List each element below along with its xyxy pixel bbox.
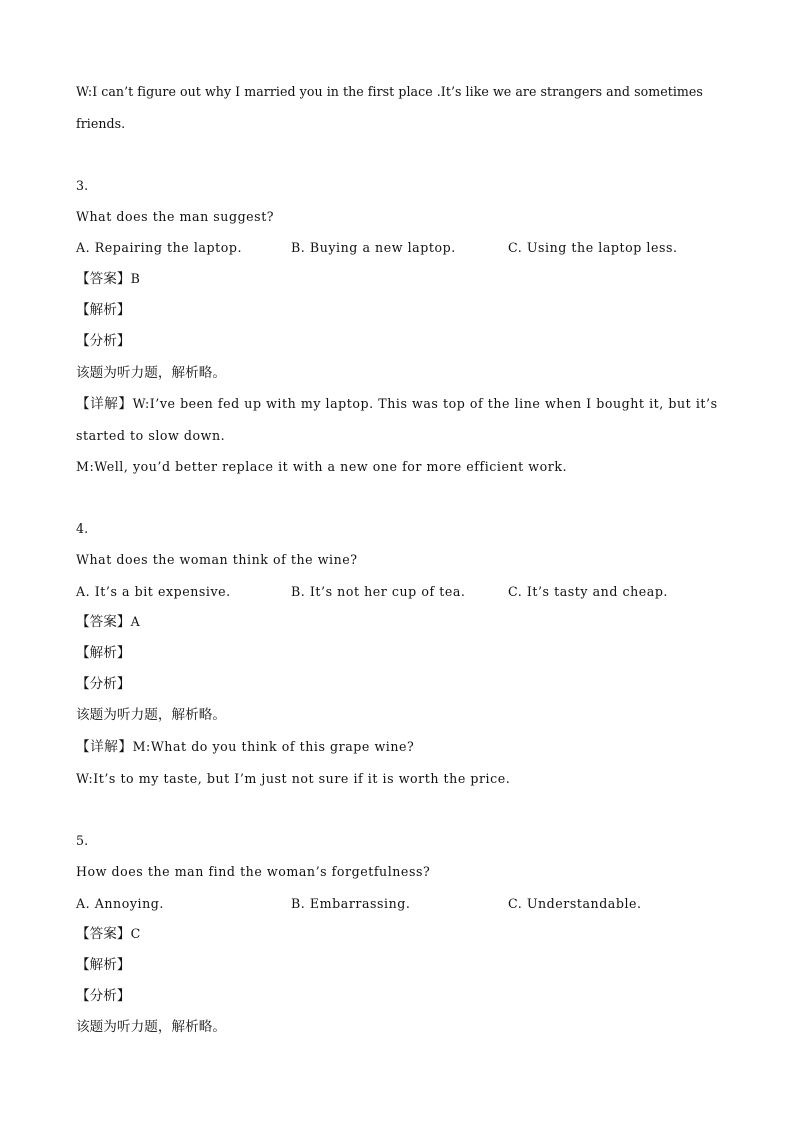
option-c: C. Understandable. — [508, 896, 642, 911]
detail-text: M:What do you think of this grape wine? — [132, 739, 415, 754]
detail-text: started to slow down. — [76, 428, 226, 443]
option-c: C. It’s tasty and cheap. — [508, 584, 668, 599]
analysis-label: 【解析】 — [76, 645, 131, 661]
dialogue-line: W:I can’t figure out why I married you in the first place .It’s like we are strangers and sometimes — [76, 84, 703, 99]
answer-value: C — [130, 926, 141, 941]
question-prompt: What does the man suggest? — [76, 209, 275, 224]
question-number: 4. — [76, 521, 89, 536]
detail-label: 【详解】 — [76, 739, 133, 755]
fenxi-label: 【分析】 — [76, 988, 131, 1004]
question-number: 3. — [76, 178, 89, 193]
analysis-note: 该题为听力题，解析略。 — [76, 1019, 227, 1035]
analysis-note: 该题为听力题，解析略。 — [76, 365, 227, 381]
answer-line — [76, 614, 140, 630]
answer-line — [76, 926, 140, 942]
answer-value: A — [130, 614, 140, 629]
answer-label: 【答案】 — [76, 271, 131, 287]
detail-line — [76, 739, 414, 755]
detail-text: M:Well, you’d better replace it with a new one for more efficient work. — [76, 459, 568, 474]
detail-line — [76, 396, 718, 412]
detail-text: W:I’ve been fed up with my laptop. This was top of the line when I bought it, but it’s — [132, 396, 718, 411]
detail-text: W:It’s to my taste, but I’m just not sure if it is worth the price. — [76, 771, 511, 786]
dialogue-line: friends. — [76, 116, 126, 131]
question-number: 5. — [76, 833, 89, 848]
answer-label: 【答案】 — [76, 614, 131, 630]
answer-label: 【答案】 — [76, 926, 131, 942]
question-prompt: How does the man find the woman’s forgetfulness? — [76, 864, 431, 879]
option-b: B. It’s not her cup of tea. — [291, 584, 466, 599]
question-prompt: What does the woman think of the wine? — [76, 552, 358, 567]
option-b: B. Embarrassing. — [291, 896, 411, 911]
analysis-label: 【解析】 — [76, 302, 131, 318]
option-c: C. Using the laptop less. — [508, 240, 678, 255]
fenxi-label: 【分析】 — [76, 333, 131, 349]
fenxi-label: 【分析】 — [76, 676, 131, 692]
answer-line — [76, 271, 140, 287]
analysis-label: 【解析】 — [76, 957, 131, 973]
option-a: A. Repairing the laptop. — [76, 240, 242, 255]
analysis-note: 该题为听力题，解析略。 — [76, 707, 227, 723]
detail-label: 【详解】 — [76, 396, 133, 412]
option-b: B. Buying a new laptop. — [291, 240, 456, 255]
answer-value: B — [130, 271, 140, 286]
option-a: A. Annoying. — [76, 896, 164, 911]
option-a: A. It’s a bit expensive. — [76, 584, 231, 599]
